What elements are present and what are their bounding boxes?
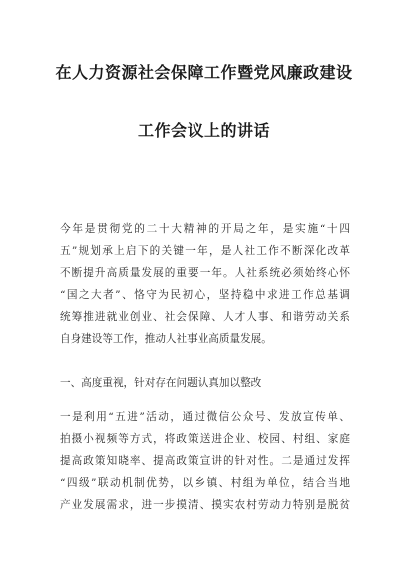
- paragraph-line: 提高政策知晓率、提高政策宣讲的针对性。二是通过发挥: [60, 455, 350, 467]
- paragraph-line: 自身建设等工作，推动人社事业高质量发展。: [60, 333, 272, 345]
- document-title-line-2: 工作会议上的讲话: [137, 121, 270, 140]
- heading-text: 一、高度重视，针对存在问题认真加以整改: [60, 377, 262, 389]
- paragraph-intro: [60, 218, 350, 350]
- paragraph-line: “国之大者”、恪守为民初心，坚持稳中求进工作总基调: [60, 289, 350, 301]
- paragraph-line: 今年是贯彻党的二十大精神的开局之年，是实施“十四: [60, 223, 350, 235]
- paragraph-line: 不断提升高质量发展的重要一年。人社系统必须始终心怀: [60, 267, 350, 279]
- paragraph-line: 产业发展需求，进一步摸清、摸实农村劳动力特别是脱贫: [60, 499, 350, 511]
- section-heading-1: [60, 372, 350, 394]
- paragraph-section-1: [60, 406, 350, 516]
- document-title-line-1: 在人力资源社会保障工作暨党风廉政建设: [55, 63, 353, 82]
- paragraph-line: 拍摄小视频等方式，将政策送进企业、校园、村组、家庭: [60, 433, 350, 445]
- paragraph-line: “四级”联动机制优势，以乡镇、村组为单位，结合当地: [60, 477, 350, 489]
- paragraph-line: 统筹推进就业创业、社会保障、人才人事、和谐劳动关系: [60, 311, 350, 323]
- paragraph-line: 五”规划承上启下的关键一年，是人社工作不断深化改革: [60, 245, 350, 257]
- paragraph-line: 一是利用“五进”活动，通过微信公众号、发放宣传单、: [60, 411, 350, 423]
